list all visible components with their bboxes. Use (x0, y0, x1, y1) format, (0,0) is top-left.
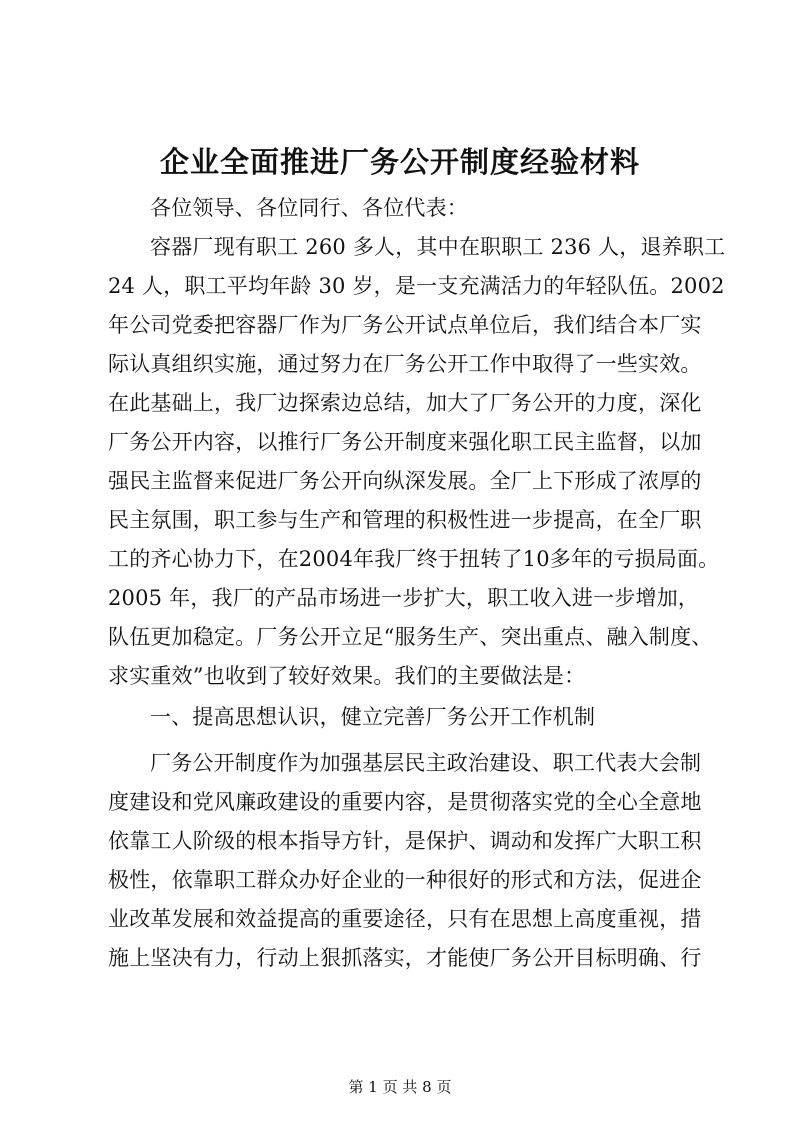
paragraph-line: 在此基础上，我厂边探索边总结，加大了厂务公开的力度，深化 (108, 391, 702, 415)
paragraph-line: 各位领导、各位同行、各位代表： (150, 196, 468, 220)
paragraph-line: 度建设和党风廉政建设的重要内容，是贯彻落实党的全心全意地 (108, 790, 702, 814)
paragraph-line: 队伍更加稳定。厂务公开立足“服务生产、突出重点、融入制度、 (108, 625, 713, 649)
paragraph-line: 工的齐心协力下，在2004年我厂终于扭转了10多年的亏损局面。 (108, 547, 720, 571)
paragraph-line: 24 人，职工平均年龄 30 岁，是一支充满活力的年轻队伍。2002 (108, 274, 725, 298)
section-heading: 一、提高思想认识，健立完善厂务公开工作机制 (150, 705, 596, 729)
paragraph-line: 容器厂现有职工 260 多人，其中在职职工 236 人，退养职工 (150, 235, 726, 259)
paragraph-line: 年公司党委把容器厂作为厂务公开试点单位后，我们结合本厂实 (108, 313, 702, 337)
paragraph-line: 施上坚决有力，行动上狠抓落实，才能使厂务公开目标明确、行 (108, 946, 702, 970)
paragraph-line: 业改革发展和效益提高的重要途径，只有在思想上高度重视，措 (108, 907, 702, 931)
paragraph-line: 强民主监督来促进厂务公开向纵深发展。全厂上下形成了浓厚的 (108, 469, 702, 493)
paragraph-line: 际认真组织实施，通过努力在厂务公开工作中取得了一些实效。 (108, 352, 702, 376)
paragraph-line: 民主氛围，职工参与生产和管理的积极性进一步提高，在全厂职 (108, 508, 702, 532)
paragraph-line: 依靠工人阶级的根本指导方针，是保护、调动和发挥广大职工积 (108, 829, 702, 853)
paragraph-line: 厂务公开内容，以推行厂务公开制度来强化职工民主监督，以加 (108, 430, 702, 454)
paragraph-line: 极性，依靠职工群众办好企业的一种很好的形式和方法，促进企 (108, 868, 702, 892)
document-title: 企业全面推进厂务公开制度经验材料 (159, 145, 640, 179)
page-number-footer: 第 1 页 共 8 页 (348, 1078, 452, 1096)
paragraph-line: 厂务公开制度作为加强基层民主政治建设、职工代表大会制 (150, 751, 702, 775)
paragraph-line: 2005 年，我厂的产品市场进一步扩大，职工收入进一步增加， (108, 586, 700, 610)
paragraph-line: 求实重效”也收到了较好效果。我们的主要做法是： (108, 664, 586, 688)
